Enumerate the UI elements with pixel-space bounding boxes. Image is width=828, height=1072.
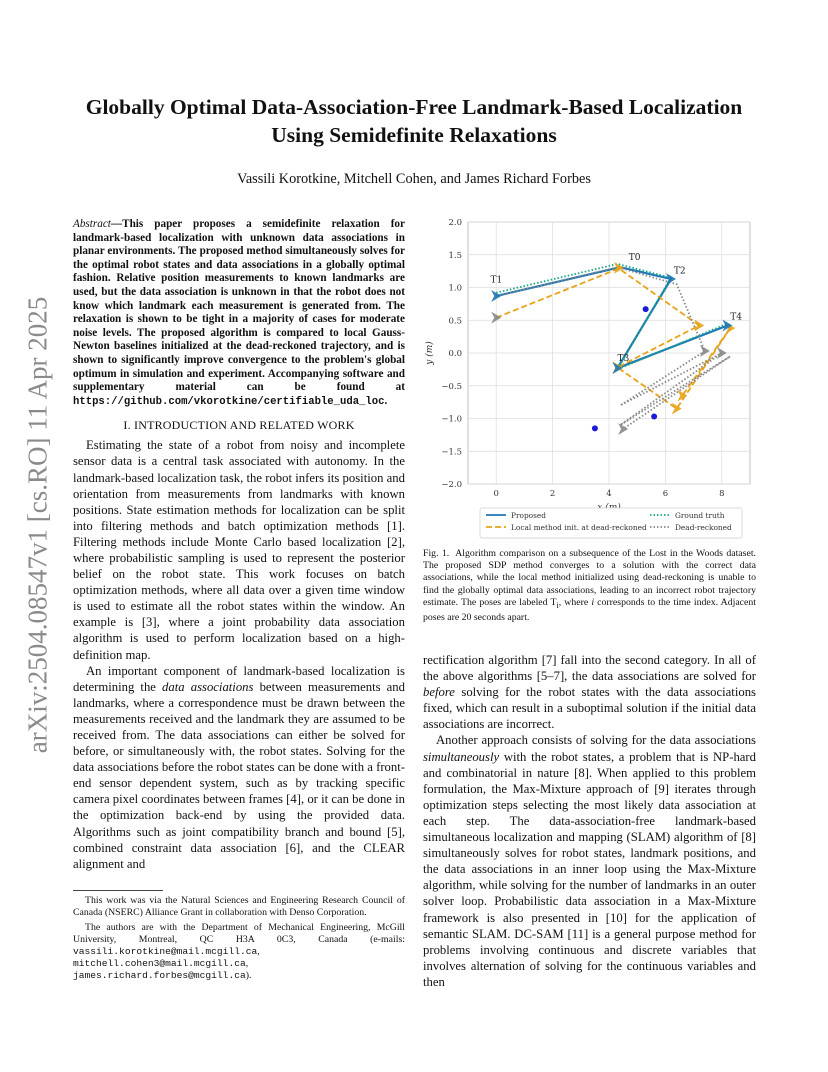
right-paragraph-1 xyxy=(423,652,756,732)
email-2[interactable]: mitchell.cohen3@mail.mcgill.ca xyxy=(73,958,246,969)
x-tick-label: 8 xyxy=(719,489,725,499)
intro-p2-em: data associations xyxy=(162,679,254,694)
email-1[interactable]: vassili.korotkine@mail.mcgill.ca xyxy=(73,946,258,957)
y-tick-label: 2.0 xyxy=(448,218,462,228)
abstract-text: This paper proposes a semidefinite relaxation for landmark-based localization with unknown data associations in planar environments. The proposed method simultaneously solves for the optimal robot states and data associations in a globally optimal fashion. Relative position measurements to known landmarks are used, but the data association is unknown in that the robot does not know which landmark each measurement is generated from. The relaxation is shown to be tight in a majority of cases for moderate noise levels. The proposed algorithm is compared to local Gauss-Newton baselines initialized at the dead-reckoned trajectory, and is shown to significantly improve convergence to the problem's global optimum in simulation and experiment. Accompanying software and supplementary material can be found at xyxy=(73,218,405,394)
y-tick-label: −1.5 xyxy=(441,447,462,458)
legend-label: Local method init. at dead-reckoned xyxy=(511,523,647,532)
footnote-rule xyxy=(73,890,163,891)
paper-authors: Vassili Korotkine, Mitchell Cohen, and James Richard Forbes xyxy=(237,171,591,187)
x-tick-label: 0 xyxy=(493,489,499,499)
intro-p2-a: An important component of landmark-based localization is determining the xyxy=(73,663,405,694)
caption-text-2: , where xyxy=(558,596,592,608)
pose-label: T4 xyxy=(730,312,742,323)
legend-label: Proposed xyxy=(511,511,547,520)
legend-label: Dead-reckoned xyxy=(675,523,732,532)
caption-text-3: corresponds to the time index. Adjacent poses are 20 seconds apart. xyxy=(423,596,756,623)
right-column xyxy=(423,652,756,990)
legend-label: Ground truth xyxy=(675,511,725,520)
abstract-lead: Abstract xyxy=(73,218,111,230)
y-tick-label: 0.5 xyxy=(448,316,462,327)
abstract-url[interactable]: https://github.com/vkorotkine/certifiable_uda_loc xyxy=(73,395,385,408)
caption-i: i xyxy=(591,596,595,608)
abstract-end: . xyxy=(384,394,388,407)
right-p1-a: rectification algorithm [7] fall into the second category. In all of the above algorithms [5–7], the data associations are solved for xyxy=(423,653,756,684)
x-tick-label: 2 xyxy=(549,489,556,499)
email-3[interactable]: james.richard.forbes@mcgill.ca xyxy=(73,970,246,981)
x-tick-label: 4 xyxy=(606,489,612,499)
arxiv-id: arXiv:2504.08547v1 [cs.RO] 11 Apr 2025 xyxy=(22,296,53,754)
trajectory-chart xyxy=(418,208,758,544)
email-sep-2: , xyxy=(245,958,249,969)
right-p2-em: simultaneously xyxy=(423,749,500,764)
y-tick-label: 1.0 xyxy=(448,283,462,294)
right-p2-a: Another approach consists of solving for the data associations xyxy=(436,733,756,748)
footnote-authors xyxy=(73,922,405,982)
figure-caption xyxy=(423,548,756,624)
footnote-end: ). xyxy=(245,970,252,981)
y-axis-label: y (m) xyxy=(425,341,435,365)
email-sep-1: , xyxy=(257,946,260,957)
arxiv-sidebar xyxy=(18,285,58,765)
y-tick-label: −0.5 xyxy=(441,381,462,392)
caption-text: Algorithm comparison on a subsequence of the Lost in the Woods dataset. The proposed SDP method converges to a solution with the correct data associations, while the local method initialized using dead-reckoning is unable to find the globally optimal data associations, leading to an incorrect robot trajectory estimate. The poses are labeled T xyxy=(423,548,756,608)
y-tick-label: 1.5 xyxy=(448,250,462,261)
left-column xyxy=(73,218,405,872)
footnote-funding: This work was via the Natural Sciences and Engineering Research Council of Canada (NSERC) Alliance Grant in collaboration with Denso Corporation. xyxy=(73,895,405,918)
paper-title: Globally Optimal Data-Association-Free Landmark-Based Localization Using Semidefinite Relaxations xyxy=(85,95,743,147)
intro-paragraph-2 xyxy=(73,663,405,872)
right-p2-b: with the robot states, a problem that is NP-hard and combinatorial in nature [8]. When applied to this problem formulation, the Max-Mixture approach of [9] iterates through optimization steps selecting the most likely data association at each step. The data-association-free landmark-based simultaneous localization and mapping (SLAM) algorithm of [8] simultaneously solves for robot states, landmark positions, and the data associations in an inner loop using the Max-Mixture algorithm, while solving for the number of landmarks in an outer solver loop. Probabilistic data association in a Max-Mixture framework is also presented in [10] for the application of semantic SLAM. DC-SAM [11] is a general purpose method for problems involving continuous and discrete variables that involves alternation of solving for the continuous variables and then xyxy=(423,749,756,989)
figure-1 xyxy=(418,208,758,544)
abstract xyxy=(73,218,405,409)
y-tick-label: 0.0 xyxy=(448,349,462,359)
y-tick-label: −2.0 xyxy=(441,480,462,490)
section-heading: I. INTRODUCTION AND RELATED WORK xyxy=(123,418,355,433)
caption-label: Fig. 1. xyxy=(423,548,450,559)
y-tick-label: −1.0 xyxy=(441,414,462,425)
landmark-point xyxy=(643,306,649,312)
intro-paragraph-1: Estimating the state of a robot from noisy and incomplete sensor data is a central task associated with autonomy. In the landmark-based localization task, the robot infers its position and orientation from measurements from landmarks with known positions. State estimation methods for localization can be split into filtering methods and batch optimization methods [1]. Filtering methods include Monte Carlo based localization [2], where probabilistic sampling is used to represent the posterior belief on the robot state. This work focuses on batch optimization methods, where all data over a given time window is used to estimate all the robot states within the window. An example is [3], where a joint probability data association algorithm is used to perform localization based on a high-definition map. xyxy=(73,438,405,662)
pose-label: T0 xyxy=(628,252,641,263)
x-tick-label: 6 xyxy=(662,489,669,499)
intro-p2-b: between measurements and landmarks, where a correspondence must be drawn between the measurements received and the landmark they are assumed to be received from. The data associations can either be solved for before, or simultaneously with, the robot states. Solving for the data associations before the robot states can be done with a front-end sensor dependent system, such as by tracking specific camera pixel coordinates between frames [4], or it can be done in the optimization back-end by using the provided data. Algorithms such as joint compatibility branch and bound [5], combined constraint data association [6], and the CLEAR alignment and xyxy=(73,679,405,871)
pose-label: T3 xyxy=(617,353,630,364)
landmark-point xyxy=(651,414,657,420)
landmark-point xyxy=(592,425,598,431)
abstract-dash: — xyxy=(110,218,123,230)
footnotes xyxy=(73,895,405,985)
caption-sub: i xyxy=(556,600,559,610)
right-p1-b: solving for the robot states with the data associations fixed, which can result in a suboptimal solution if the initial data associations are incorrect. xyxy=(423,685,756,732)
pose-label: T2 xyxy=(673,266,686,277)
right-paragraph-2 xyxy=(423,732,756,990)
right-p1-em: before xyxy=(423,685,455,700)
footnote-authors-text: The authors are with the Department of Mechanical Engineering, McGill University, Montreal, QC H3A 0C3, Canada (e-mails: xyxy=(73,922,405,945)
pose-label: T1 xyxy=(490,275,503,286)
